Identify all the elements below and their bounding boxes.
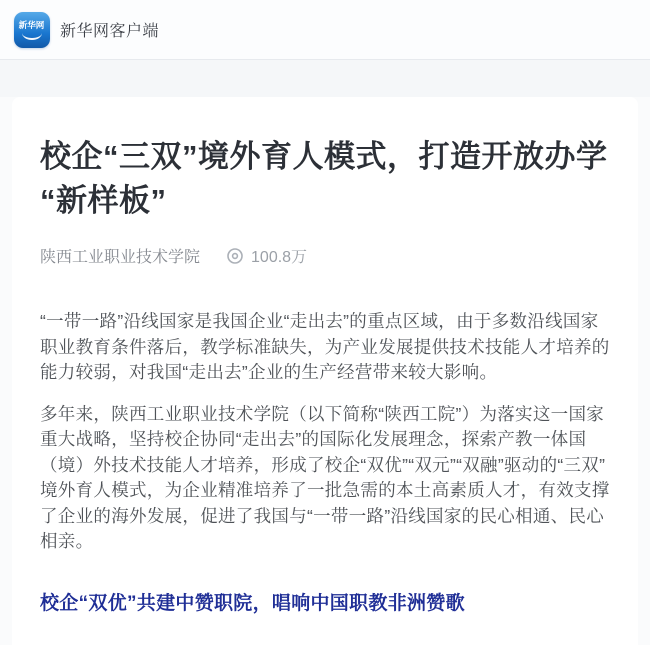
logo-arc-icon bbox=[22, 33, 42, 40]
xinhuanet-logo-icon[interactable] bbox=[14, 12, 50, 48]
page-background-band bbox=[0, 60, 650, 97]
article-byline bbox=[40, 244, 610, 267]
article-subheading: 校企“双优”共建中赞职院，唱响中国职教非洲赞歌 bbox=[40, 592, 465, 614]
article-source[interactable]: 陕西工业职业技术学院 bbox=[40, 249, 201, 266]
logo-text: 新华网 bbox=[19, 19, 45, 30]
article-card bbox=[12, 97, 638, 645]
view-count bbox=[226, 244, 307, 267]
article-paragraph: 多年来，陕西工业职业技术学院（以下简称“陕西工院”）为落实这一国家重大战略，坚持校企协同“走出去”的国际化发展理念，探索产教一体国（境）外技术技能人才培养，形成了校企“双优”“双元”“双融”驱动的“三双”境外育人模式，为企业精准培养了一批急需的本土高素质人才，有效支撑了企业的海外发展，促进了我国与“一带一路”沿线国家的民心相通、民心相亲。 bbox=[40, 403, 610, 551]
article-title: 校企“三双”境外育人模式，打造开放办学“新样板” bbox=[40, 139, 608, 218]
app-header bbox=[0, 0, 650, 60]
article-body bbox=[40, 309, 610, 555]
view-count-value: 100.8万 bbox=[251, 249, 308, 266]
view-count-icon bbox=[226, 247, 244, 265]
app-name-label: 新华网客户端 bbox=[60, 23, 160, 40]
article-paragraph: “一带一路”沿线国家是我国企业“走出去”的重点区域，由于多数沿线国家职业教育条件落后，教学标准缺失，为产业发展提供技术技能人才培养的能力较弱，对我国“走出去”企业的生产经营带来较大影响。 bbox=[40, 311, 610, 382]
